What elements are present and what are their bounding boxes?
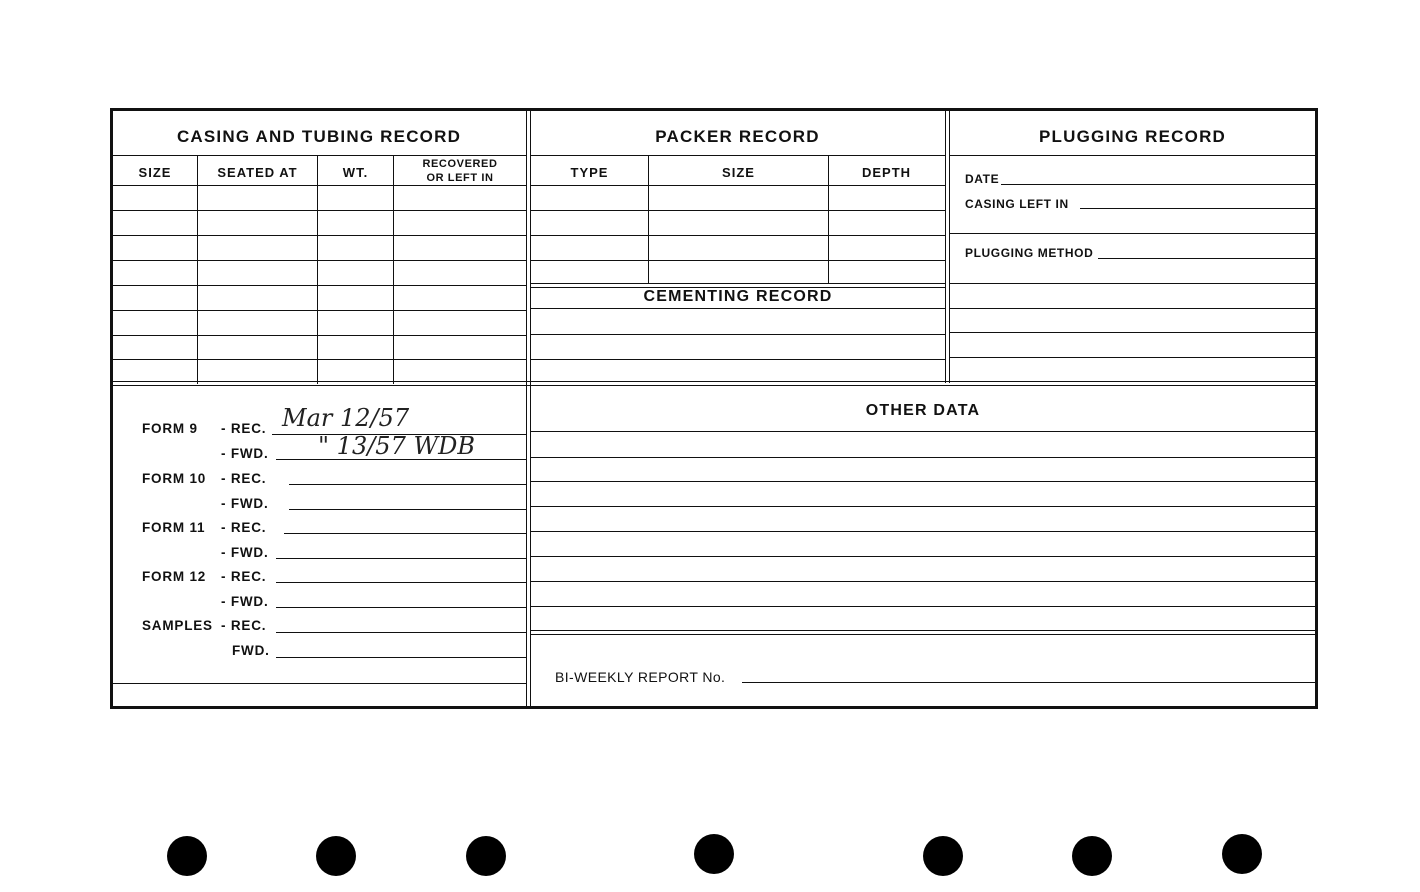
biweekly-label: BI-WEEKLY REPORT No. bbox=[555, 669, 726, 685]
packer-col-size: SIZE bbox=[722, 165, 755, 180]
samples-rec-line[interactable] bbox=[276, 632, 526, 633]
form9-label: FORM 9 bbox=[142, 421, 198, 436]
casing-col-sep-3 bbox=[393, 156, 394, 384]
other-data-line[interactable] bbox=[531, 506, 1315, 507]
binder-hole bbox=[923, 836, 963, 876]
packer-row-line bbox=[531, 235, 945, 236]
packer-col-depth: DEPTH bbox=[861, 165, 912, 180]
form9-rec-label: - REC. bbox=[221, 421, 267, 436]
binder-hole bbox=[1222, 834, 1262, 874]
packer-row-line bbox=[531, 210, 945, 211]
form9-rec-handwritten: Mar 12/57 bbox=[282, 404, 410, 432]
samples-rec-label: - REC. bbox=[221, 618, 267, 633]
plugging-method-label: PLUGGING METHOD bbox=[965, 246, 1094, 260]
other-data-line[interactable] bbox=[531, 606, 1315, 607]
binder-hole bbox=[316, 836, 356, 876]
form10-rec-line[interactable] bbox=[289, 484, 526, 485]
plugging-row-line bbox=[950, 308, 1315, 309]
form10-fwd-label: - FWD. bbox=[221, 496, 269, 511]
packer-title: PACKER RECORD bbox=[655, 127, 820, 146]
binder-hole bbox=[1072, 836, 1112, 876]
samples-fwd-label: FWD. bbox=[232, 643, 270, 658]
col-recovered-line2: OR LEFT IN bbox=[426, 172, 494, 184]
samples-label: SAMPLES bbox=[142, 618, 213, 633]
binder-hole bbox=[694, 834, 734, 874]
form12-rec-label: - REC. bbox=[221, 569, 267, 584]
form11-rec-line[interactable] bbox=[284, 533, 526, 534]
casing-tubing-title: CASING AND TUBING RECORD bbox=[176, 127, 462, 146]
other-data-line[interactable] bbox=[531, 431, 1315, 432]
casing-row-line bbox=[112, 185, 526, 186]
casing-row-line bbox=[112, 310, 526, 311]
form12-fwd-label: - FWD. bbox=[221, 594, 269, 609]
frame-bottom bbox=[110, 706, 1318, 709]
cementing-row-line bbox=[531, 334, 945, 335]
plugging-date-label: DATE bbox=[965, 172, 1000, 186]
plugging-date-line[interactable] bbox=[1001, 184, 1315, 185]
plugging-casing-left-line[interactable] bbox=[1080, 208, 1315, 209]
binder-hole bbox=[167, 836, 207, 876]
other-data-line[interactable] bbox=[531, 481, 1315, 482]
packer-col-sep-2 bbox=[828, 156, 829, 284]
casing-row-line bbox=[112, 210, 526, 211]
col-size: SIZE bbox=[138, 165, 172, 180]
frame-right bbox=[1315, 108, 1318, 709]
casing-row-line bbox=[112, 260, 526, 261]
casing-col-sep-1 bbox=[197, 156, 198, 384]
plugging-row-line bbox=[950, 332, 1315, 333]
plugging-casing-left-label: CASING LEFT IN bbox=[965, 197, 1069, 211]
samples-fwd-line[interactable] bbox=[276, 657, 526, 658]
other-data-line[interactable] bbox=[531, 531, 1315, 532]
form9-fwd-handwritten: " 13/57 WDB bbox=[318, 432, 476, 460]
form11-label: FORM 11 bbox=[142, 520, 206, 535]
plugging-method-line[interactable] bbox=[1098, 258, 1315, 259]
plugging-row-line bbox=[950, 283, 1315, 284]
forms-bottom-line bbox=[112, 683, 526, 684]
form10-label: FORM 10 bbox=[142, 471, 207, 486]
other-data-line[interactable] bbox=[531, 457, 1315, 458]
divider-packer-plugging bbox=[945, 110, 950, 383]
cementing-row-line bbox=[531, 308, 945, 309]
binder-hole bbox=[466, 836, 506, 876]
col-wt: WT. bbox=[342, 165, 369, 180]
other-data-title: OTHER DATA bbox=[865, 402, 981, 419]
form11-fwd-line[interactable] bbox=[276, 558, 526, 559]
casing-row-line bbox=[112, 235, 526, 236]
form10-fwd-line[interactable] bbox=[289, 509, 526, 510]
plugging-title: PLUGGING RECORD bbox=[1038, 127, 1227, 146]
packer-row-line bbox=[531, 185, 945, 186]
plugging-header-line bbox=[950, 155, 1315, 156]
casing-col-sep-2 bbox=[317, 156, 318, 384]
casing-row-line bbox=[112, 359, 526, 360]
packer-col-type: TYPE bbox=[570, 165, 609, 180]
form12-label: FORM 12 bbox=[142, 569, 207, 584]
col-recovered-line1: RECOVERED bbox=[422, 158, 498, 170]
form10-rec-label: - REC. bbox=[221, 471, 267, 486]
plugging-row-line bbox=[950, 233, 1315, 234]
cementing-row-line bbox=[531, 359, 945, 360]
plugging-row-line bbox=[950, 357, 1315, 358]
form11-fwd-label: - FWD. bbox=[221, 545, 269, 560]
packer-row-line bbox=[531, 260, 945, 261]
form12-fwd-line[interactable] bbox=[276, 607, 526, 608]
other-data-line[interactable] bbox=[531, 556, 1315, 557]
cementing-title: CEMENTING RECORD bbox=[643, 288, 833, 305]
form12-rec-line[interactable] bbox=[276, 582, 526, 583]
other-data-line[interactable] bbox=[531, 581, 1315, 582]
col-seated-at: SEATED AT bbox=[217, 165, 298, 180]
casing-header-line bbox=[112, 155, 526, 156]
packer-header-line bbox=[531, 155, 945, 156]
frame-left bbox=[110, 108, 113, 709]
packer-col-sep-1 bbox=[648, 156, 649, 284]
frame-top bbox=[110, 108, 1318, 111]
biweekly-line[interactable] bbox=[742, 682, 1315, 683]
form11-rec-label: - REC. bbox=[221, 520, 267, 535]
casing-row-line bbox=[112, 285, 526, 286]
middle-divider bbox=[112, 381, 1315, 386]
biweekly-top-border bbox=[531, 630, 1315, 635]
casing-row-line bbox=[112, 335, 526, 336]
form9-fwd-label: - FWD. bbox=[221, 446, 269, 461]
